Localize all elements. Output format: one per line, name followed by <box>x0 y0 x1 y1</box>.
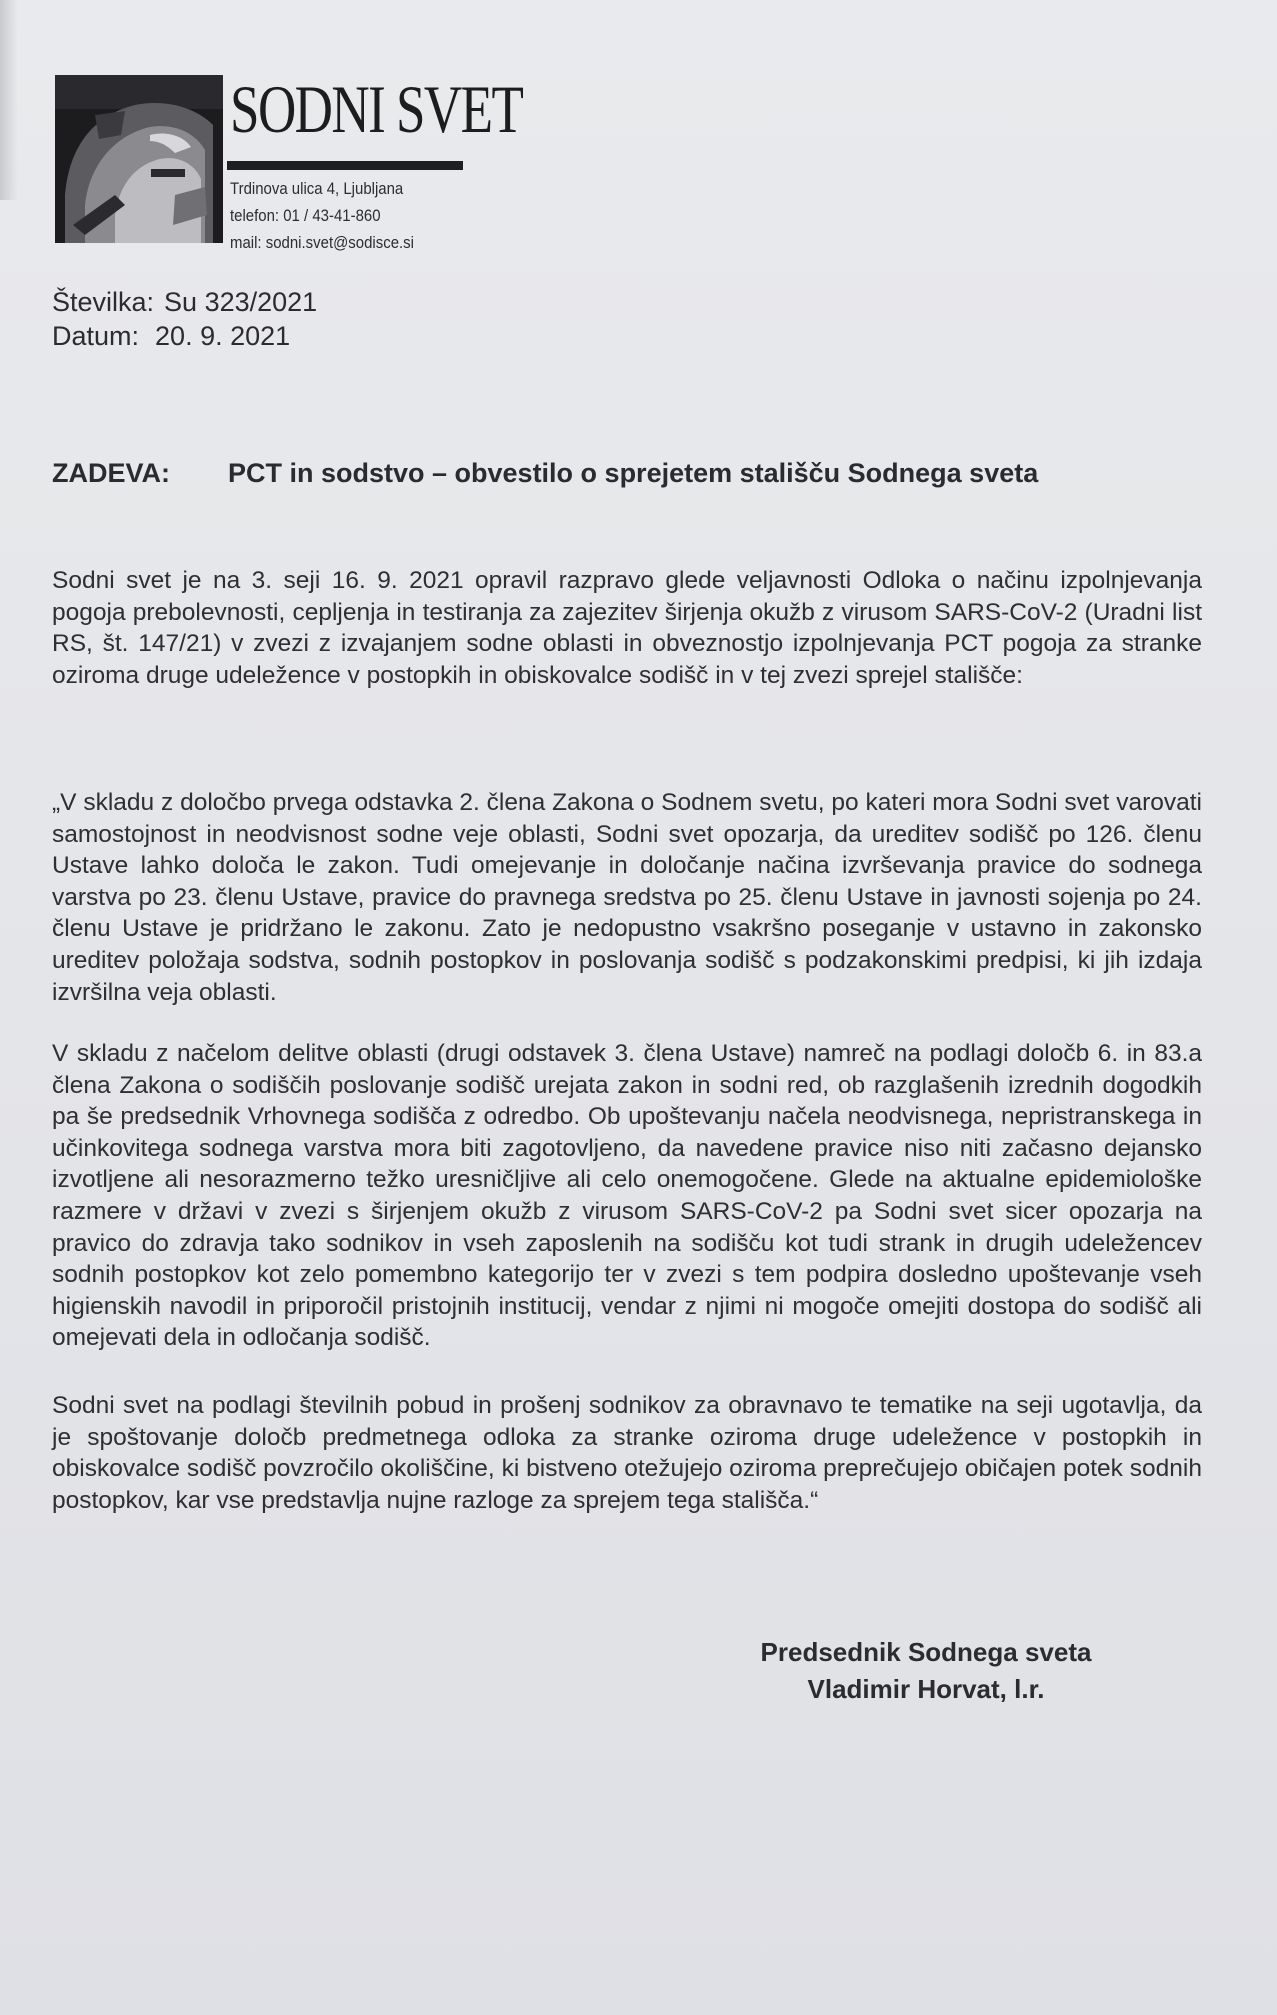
signatory-title: Predsednik Sodnega sveta <box>760 1637 1092 1667</box>
reference-number-label: Številka: <box>52 287 155 317</box>
page-edge-shadow <box>0 0 18 200</box>
address-line: Trdinova ulica 4, Ljubljana <box>230 179 404 198</box>
body-paragraph: V skladu z načelom delitve oblasti (drugi odstavek 3. člena Ustave) namreč na podlagi določb 6. in 83.a člena Zakona o sodiščih poslovanje sodišč urejata zakon in sodni red, ob razglašenih izrednih dogodkih pa še predsednik Vrhovnega sodišča z odredbo. Ob upoštevanju načela neodvisnega, nepristranskega in učinkovitega sodnega varstva mora biti zagotovljeno, da navedene pravice niso niti začasno dejansko izvotljene ali nesorazmerno težko uresničljive ali celo onemogočene. Glede na aktualne epidemiološke razmere v državi v zvezi s širjenjem okužb z virusom SARS-CoV-2 pa Sodni svet sicer opozarja na pravico do zdravja tako sodnikov in vseh zaposlenih na sodišču kot tudi strank in drugih udeležencev sodnih postopkov kot zelo pomembno kategorijo ter v zvezi s tem podpira dosledno upoštevanje vseh higienskih navodil in priporočil pristojnih institucij, vendar z njimi ni mogoče omejiti dostopa do sodišč ali omejevati dela in odločanja sodišč. <box>52 1040 1202 1352</box>
body-paragraph: Sodni svet na podlagi številnih pobud in prošenj sodnikov za obravnavo te tematike na seji ugotavlja, da je spoštovanje določb predmetnega odloka za stranke oziroma druge udeležence v postopkih in obiskovalce sodišč povzročilo okoliščine, ki bistveno otežujejo oziroma preprečujejo običajen potek sodnih postopkov, kar vse predstavlja nujne razloge za sprejem tega stališča.“ <box>52 1392 1202 1514</box>
subject-text: PCT in sodstvo – obvestilo o sprejetem stališču Sodnega sveta <box>228 458 1039 488</box>
subject-label: ZADEVA: <box>52 458 170 488</box>
letterhead <box>55 71 523 255</box>
reference-number-value: Su 323/2021 <box>164 287 318 317</box>
subject-line <box>52 458 1038 489</box>
reference-date-label: Datum: <box>52 321 140 351</box>
reference-block <box>52 285 317 353</box>
body-paragraph: Sodni svet je na 3. seji 16. 9. 2021 opravil razpravo glede veljavnosti Odloka o načinu izpolnjevanja pogoja prebolevnosti, cepljenja in testiranja za zajezitev širjenja okužb z virusom SARS-CoV-2 (Uradni list RS, št. 147/21) v zvezi z izvajanjem sodne oblasti in obveznostjo izpolnjevanja PCT pogoja za stranke oziroma druge udeležence v postopkih in obiskovalce sodišč in v tej zvezi sprejel stališče: <box>52 567 1202 689</box>
body-paragraph: „V skladu z določbo prvega odstavka 2. člena Zakona o Sodnem svetu, po kateri mora Sodni svet varovati samostojnost in neodvisnost sodne veje oblasti, Sodni svet opozarja, da ureditev sodišč po 126. členu Ustave lahko določa le zakon. Tudi omejevanje in določanje načina izvrševanja pravice do sodnega varstva po 23. členu Ustave, pravice do pravnega sredstva po 25. členu Ustave in javnosti sojenja po 24. členu Ustave je pridržano le zakonu. Zato je nedopustno vsakršno poseganje v ustavno in zakonsko ureditev položaja sodstva, sodnih postopkov in poslovanja sodišč s podzakonskimi predpisi, ki jih izdaja izvršilna veja oblasti. <box>52 789 1202 1006</box>
statue-logo-image <box>55 75 223 243</box>
signature-block <box>726 1634 1126 1708</box>
header-divider <box>227 161 463 170</box>
reference-date-value: 20. 9. 2021 <box>155 321 291 351</box>
mail-line: mail: sodni.svet@sodisce.si <box>230 233 414 252</box>
phone-line: telefon: 01 / 43-41-860 <box>230 206 381 225</box>
organization-contact <box>230 175 414 256</box>
signatory-name: Vladimir Horvat, l.r. <box>807 1674 1045 1704</box>
reference-number-row <box>52 285 317 319</box>
reference-date-row <box>52 319 317 353</box>
organization-name: SODNI SVET <box>230 71 523 147</box>
